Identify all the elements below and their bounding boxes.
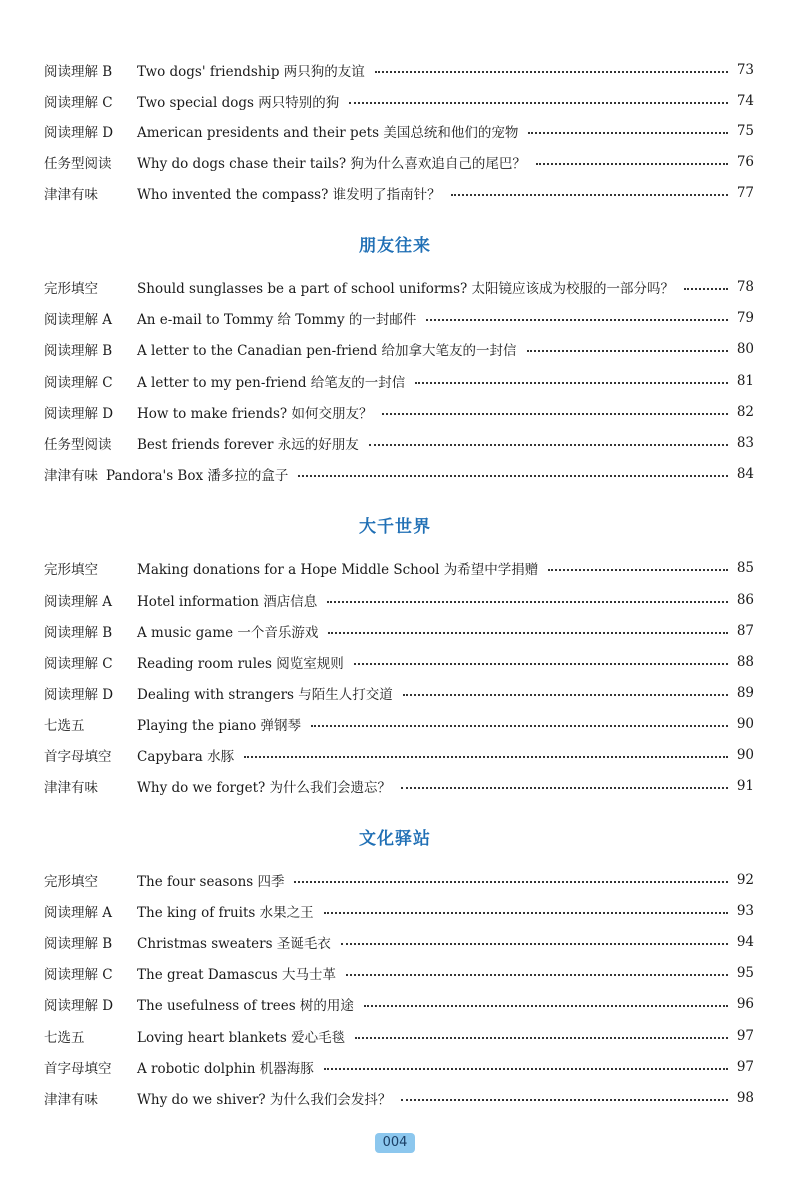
entry-category: 阅读理解 C — [44, 95, 113, 111]
toc-entry[interactable] — [44, 775, 754, 797]
entry-category: 七选五 — [44, 718, 85, 734]
dot-leader — [244, 756, 728, 758]
entry-page: 87 — [736, 623, 754, 639]
dot-leader — [327, 601, 728, 603]
section-title: 大千世界 — [359, 517, 431, 537]
entry-title: Two dogs' friendship 两只狗的友谊 — [137, 64, 365, 80]
toc-entry[interactable] — [44, 682, 754, 704]
dot-leader — [375, 71, 728, 73]
toc-entry[interactable] — [44, 338, 754, 360]
toc-entry[interactable] — [44, 370, 754, 392]
entry-title: The great Damascus 大马士革 — [137, 967, 336, 983]
dot-leader — [354, 663, 728, 665]
entry-page: 89 — [736, 685, 754, 701]
entry-title: A letter to the Canadian pen-friend 给加拿大笔友的一封信 — [137, 343, 517, 359]
toc-entry[interactable] — [44, 432, 754, 454]
entry-title: Making donations for a Hope Middle School 为希望中学捐赠 — [137, 562, 539, 578]
entry-page: 74 — [736, 93, 754, 109]
entry-title: An e-mail to Tommy 给 Tommy 的一封邮件 — [137, 312, 417, 328]
dot-leader — [415, 382, 728, 384]
entry-title: A robotic dolphin 机器海豚 — [137, 1061, 314, 1077]
toc-entry[interactable] — [44, 962, 754, 984]
entry-title: Reading room rules 阅览室规则 — [137, 656, 344, 672]
entry-page: 97 — [736, 1059, 754, 1075]
section-title: 朋友往来 — [359, 236, 431, 256]
toc-entry[interactable] — [44, 713, 754, 735]
entry-title: Dealing with strangers 与陌生人打交道 — [137, 687, 393, 703]
dot-leader — [426, 319, 728, 321]
entry-page: 90 — [736, 716, 754, 732]
entry-category: 完形填空 — [44, 562, 98, 578]
toc-entry[interactable] — [44, 589, 754, 611]
toc-entry[interactable] — [44, 744, 754, 766]
entry-title: Should sunglasses be a part of school uniforms? 太阳镜应该成为校服的一部分吗？ — [137, 281, 675, 297]
entry-category: 阅读理解 A — [44, 905, 113, 921]
entry-title: The king of fruits 水果之王 — [137, 905, 314, 921]
entry-category: 阅读理解 A — [44, 312, 113, 328]
dot-leader — [382, 413, 728, 415]
dot-leader — [324, 1068, 728, 1070]
dot-leader — [298, 475, 728, 477]
dot-leader — [364, 1005, 728, 1007]
entry-page: 77 — [736, 185, 754, 201]
toc-entry[interactable] — [44, 931, 754, 953]
entry-page: 78 — [736, 279, 754, 295]
toc-entry[interactable] — [44, 401, 754, 423]
toc-entry[interactable] — [44, 651, 754, 673]
toc-entry[interactable] — [44, 1087, 754, 1109]
toc-entry[interactable] — [44, 1056, 754, 1078]
entry-page: 98 — [736, 1090, 754, 1106]
entry-title: A music game 一个音乐游戏 — [137, 625, 319, 641]
entry-page: 84 — [736, 466, 754, 482]
entry-page: 76 — [736, 154, 754, 170]
dot-leader — [528, 132, 728, 134]
dot-leader — [684, 288, 728, 290]
dot-leader — [328, 632, 728, 634]
entry-title: Capybara 水豚 — [137, 749, 235, 765]
entry-category: 七选五 — [44, 1030, 85, 1046]
toc-entry[interactable] — [44, 993, 754, 1015]
entry-page: 86 — [736, 592, 754, 608]
page-number-badge: 004 — [375, 1133, 415, 1153]
toc-entry[interactable] — [44, 151, 754, 173]
section-title: 文化驿站 — [359, 829, 431, 849]
entry-category: 津津有味 — [44, 468, 98, 484]
entry-title: Hotel information 酒店信息 — [137, 594, 318, 610]
entry-title: Playing the piano 弹钢琴 — [137, 718, 302, 734]
entry-page: 90 — [736, 747, 754, 763]
entry-page: 92 — [736, 872, 754, 888]
toc-entry[interactable] — [44, 120, 754, 142]
toc-entry[interactable] — [44, 90, 754, 112]
entry-title: Best friends forever 永远的好朋友 — [137, 437, 359, 453]
dot-leader — [536, 163, 728, 165]
toc-entry[interactable] — [44, 276, 754, 298]
entry-title: Who invented the compass? 谁发明了指南针？ — [137, 187, 441, 203]
dot-leader — [341, 943, 728, 945]
toc-entry[interactable] — [44, 900, 754, 922]
entry-title: American presidents and their pets 美国总统和他们的宠物 — [137, 125, 519, 141]
entry-page: 82 — [736, 404, 754, 420]
entry-page: 88 — [736, 654, 754, 670]
entry-category: 阅读理解 B — [44, 343, 113, 359]
entry-page: 94 — [736, 934, 754, 950]
toc-entry[interactable] — [44, 307, 754, 329]
entry-category: 阅读理解 D — [44, 125, 114, 141]
dot-leader — [403, 694, 728, 696]
entry-category: 任务型阅读 — [44, 437, 112, 453]
entry-page: 93 — [736, 903, 754, 919]
entry-title: The four seasons 四季 — [137, 874, 285, 890]
entry-page: 79 — [736, 310, 754, 326]
entry-category: 首字母填空 — [44, 1061, 112, 1077]
dot-leader — [548, 569, 728, 571]
entry-category: 阅读理解 B — [44, 625, 113, 641]
entry-category: 阅读理解 C — [44, 656, 113, 672]
dot-leader — [294, 881, 728, 883]
entry-category: 阅读理解 D — [44, 687, 114, 703]
entry-page: 75 — [736, 123, 754, 139]
entry-title: Pandora's Box 潘多拉的盒子 — [106, 468, 289, 484]
entry-title: Loving heart blankets 爱心毛毯 — [137, 1030, 346, 1046]
dot-leader — [324, 912, 728, 914]
dot-leader — [527, 350, 728, 352]
entry-category: 津津有味 — [44, 780, 98, 796]
entry-title: Two special dogs 两只特别的狗 — [137, 95, 340, 111]
dot-leader — [451, 194, 728, 196]
entry-category: 津津有味 — [44, 1092, 98, 1108]
entry-category: 完形填空 — [44, 874, 98, 890]
entry-page: 95 — [736, 965, 754, 981]
entry-title: Why do we shiver? 为什么我们会发抖？ — [137, 1092, 392, 1108]
entry-category: 阅读理解 C — [44, 967, 113, 983]
toc-entry[interactable] — [44, 620, 754, 642]
entry-title: A letter to my pen-friend 给笔友的一封信 — [137, 375, 406, 391]
entry-category: 完形填空 — [44, 281, 98, 297]
toc-entry[interactable] — [44, 869, 754, 891]
entry-category: 阅读理解 B — [44, 64, 113, 80]
entry-title: How to make friends? 如何交朋友？ — [137, 406, 373, 422]
entry-title: Christmas sweaters 圣诞毛衣 — [137, 936, 331, 952]
entry-title: Why do we forget? 为什么我们会遗忘？ — [137, 780, 392, 796]
dot-leader — [349, 102, 728, 104]
entry-page: 80 — [736, 341, 754, 357]
entry-page: 85 — [736, 560, 754, 576]
dot-leader — [401, 1099, 728, 1101]
toc-entry[interactable] — [44, 59, 754, 81]
dot-leader — [401, 787, 728, 789]
toc-entry[interactable] — [44, 1025, 754, 1047]
entry-page: 91 — [736, 778, 754, 794]
entry-category: 阅读理解 C — [44, 375, 113, 391]
entry-category: 首字母填空 — [44, 749, 112, 765]
entry-title: The usefulness of trees 树的用途 — [137, 998, 354, 1014]
toc-entry[interactable] — [44, 463, 754, 485]
entry-page: 96 — [736, 996, 754, 1012]
entry-category: 任务型阅读 — [44, 156, 112, 172]
entry-page: 81 — [736, 373, 754, 389]
dot-leader — [311, 725, 728, 727]
entry-category: 阅读理解 D — [44, 406, 114, 422]
entry-title: Why do dogs chase their tails? 狗为什么喜欢追自己的尾巴？ — [137, 156, 526, 172]
dot-leader — [369, 444, 728, 446]
toc-entry[interactable] — [44, 182, 754, 204]
dot-leader — [355, 1037, 728, 1039]
dot-leader — [346, 974, 728, 976]
toc-entry[interactable] — [44, 557, 754, 579]
entry-page: 83 — [736, 435, 754, 451]
entry-category: 阅读理解 B — [44, 936, 113, 952]
entry-category: 津津有味 — [44, 187, 98, 203]
entry-category: 阅读理解 D — [44, 998, 114, 1014]
entry-page: 97 — [736, 1028, 754, 1044]
entry-category: 阅读理解 A — [44, 594, 113, 610]
entry-page: 73 — [736, 62, 754, 78]
